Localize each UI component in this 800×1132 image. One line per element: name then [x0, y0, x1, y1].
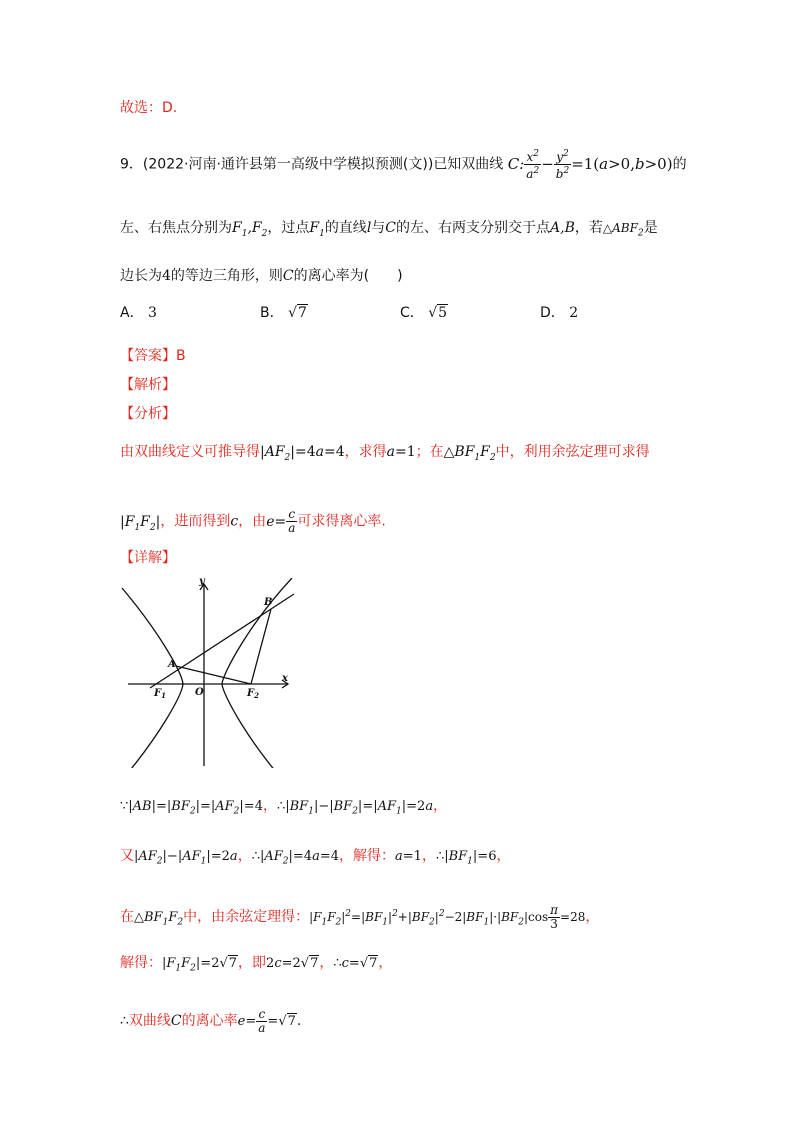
detail-tag: 【详解】 [120, 550, 176, 566]
previous-answer: 故选：D. [120, 100, 178, 116]
analysis-tag: 【解析】 [120, 377, 176, 393]
solution-line-5: ∴双曲线C的离心率e= $\frac{c}{a}$ =√7. [120, 1007, 302, 1035]
answer-tag: 【答案】B [120, 348, 186, 364]
question-line-2: 左、右焦点分别为$F_1,F_2$，过点$F_1$的直线l与C的左、右两支分别交于点A,B，若$\triangle ABF_2$是 [120, 220, 658, 239]
line-l [150, 594, 294, 688]
option-d[interactable]: D． 2 [540, 305, 579, 321]
label-b: B [264, 597, 273, 608]
solution-line-2: 又$|AF_2|-|AF_1|=2a$，$\therefore|AF_2|=4a=4$，解得：a=1，$\therefore|BF_1|=6$， [120, 848, 511, 867]
hyperbola-left-branch [122, 588, 183, 768]
label-a: A [168, 659, 176, 670]
option-b[interactable]: B． √7 [260, 305, 307, 321]
label-y: y [199, 578, 205, 587]
hyperbola-figure [120, 578, 300, 768]
label-o: O [195, 687, 204, 698]
question-line-3: 边长为4的等边三角形，则C的离心率为( ) [120, 268, 403, 284]
question-number: 9． [120, 156, 143, 173]
segment-af2 [176, 666, 251, 684]
solution-line-3: 在$\triangle BF_1F_2$中，由余弦定理得：$|F_1F_2|^2=|BF_1|^2+|BF_2|^2-2|BF_1|\cdot|BF_2|\cos$ $\frac{\pi}{3}$ =28， [120, 903, 600, 931]
option-c[interactable]: C． √5 [400, 305, 448, 321]
fenxi-tag: 【分析】 [120, 406, 176, 422]
question-source: (2022·河南·通许县第一高级中学模拟预测(文)) [142, 156, 434, 173]
analysis-line-2: $|F_1F_2|$，进而得到c，由e= $\frac{c}{a}$ 可求得离心率. [120, 507, 386, 535]
label-f2: $F_2$ [247, 688, 259, 700]
option-a[interactable]: A． 3 [120, 305, 157, 321]
label-f1: $F_1$ [154, 688, 166, 700]
label-x: x [282, 673, 288, 684]
analysis-line-1: 由双曲线定义可推导得$|AF_2|=4a=4$，求得a=1；在$\triangle BF_1F_2$中，利用余弦定理可求得 [120, 444, 650, 463]
solution-line-1: $\because|AB|=|BF_2|=|AF_2|=4$，$\therefore|BF_1|-|BF_2|=|AF_1|=2a$， [120, 798, 448, 817]
hyperbola-equation: C: $\frac{x^2}{a^2}$ − $\frac{y^2}{b^2}$ =1(a>0,b>0) [507, 149, 673, 181]
solution-line-4: 解得：$|F_1F_2|=2√7$，即2c=2√7，∴c=√7， [120, 955, 393, 974]
question-line-1: 9．(2022·河南·通许县第一高级中学模拟预测(文))已知双曲线 C: $\frac{x^2}{a^2}$ − $\frac{y^2}{b^2}$ =1(a>0,b>0)的 [120, 149, 687, 181]
